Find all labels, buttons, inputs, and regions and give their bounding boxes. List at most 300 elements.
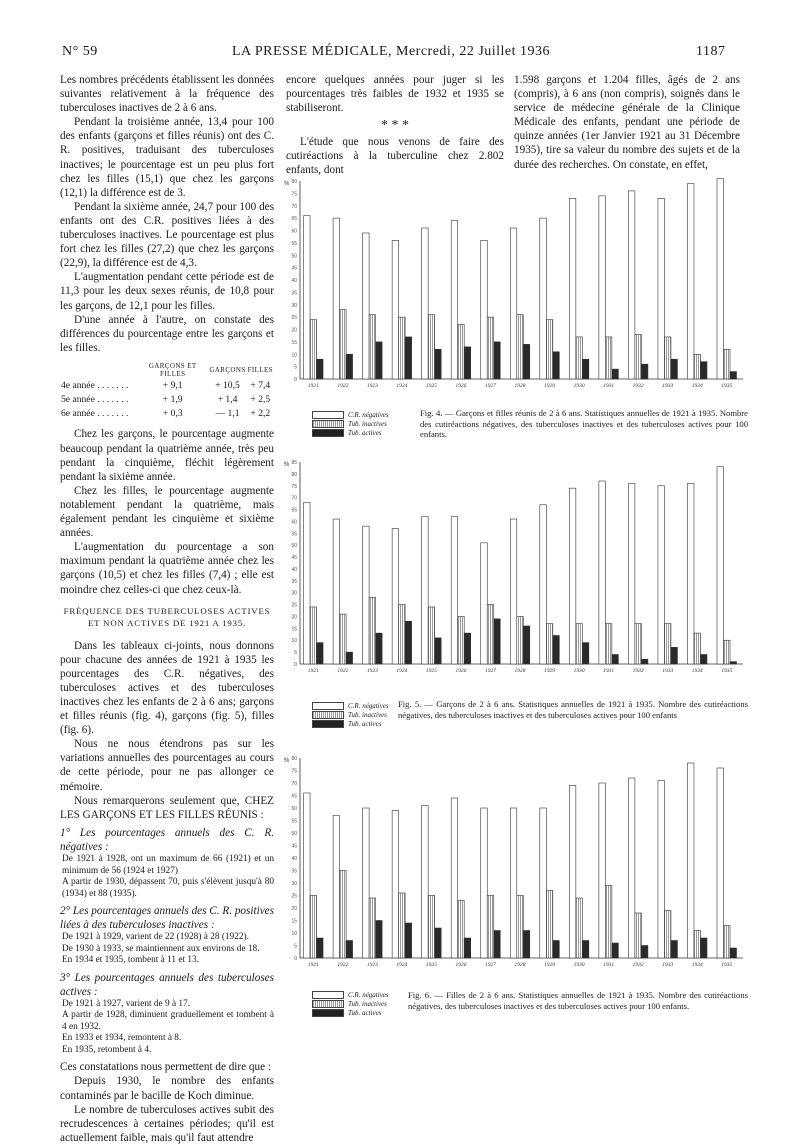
bar-negatives: [481, 543, 487, 664]
x-tick-label: 1922: [337, 962, 349, 968]
y-tick-label: 40: [291, 856, 297, 862]
bar-negatives: [392, 240, 398, 379]
bar-actives: [435, 638, 441, 664]
bar-negatives: [717, 467, 723, 664]
y-tick-label: 0: [294, 956, 297, 962]
y-tick-label: 50: [291, 253, 297, 260]
x-tick-label: 1932: [632, 668, 644, 674]
bar-actives: [435, 928, 441, 958]
y-tick-label: 65: [291, 507, 297, 514]
y-tick-label: 50: [291, 543, 297, 550]
y-tick-label: 5: [294, 943, 297, 950]
bar-negatives: [628, 778, 634, 958]
x-tick-label: 1925: [425, 668, 437, 674]
bar-inactives: [546, 624, 552, 664]
bar-negatives: [599, 481, 605, 664]
bar-inactives: [310, 607, 316, 664]
item-line: A partir de 1930, dépassent 70, puis s'élèvent jusqu'à 80 (1934) et 88 (1935).: [62, 877, 274, 899]
y-axis-label: %: [284, 181, 290, 187]
bar-inactives: [340, 871, 346, 959]
bar-actives: [464, 347, 470, 379]
x-tick-label: 1921: [307, 383, 319, 389]
paragraph: Dans les tableaux ci-joints, nous donnons pour chacune des années de 1921 à 1935 les pourcentages des C.R. négatives, des tuberculoses actives et des tuberculoses inactives chez les enfants de 2 à 6 ans; garçons et filles réunis (fig. 4), garçons (fig. 5), filles (fig. 6).: [60, 639, 274, 737]
y-tick-label: 65: [291, 216, 297, 223]
y-tick-label: 75: [291, 483, 297, 490]
x-tick-label: 1924: [396, 668, 408, 674]
bar-negatives: [304, 216, 310, 379]
bar-actives: [700, 362, 706, 379]
bar-inactives: [428, 315, 434, 379]
figure-4-legend: [312, 410, 389, 437]
y-tick-label: 60: [291, 228, 297, 235]
item-heading: 2° Les pourcentages annuels des C. R. positives liées à des tuberculoses inactives :: [60, 905, 274, 932]
bar-actives: [405, 337, 411, 379]
paragraph: Pendant la troisième année, 13,4 pour 100 des enfants (garçons et filles réunis) ont des C. R. positives, traduisant des tuberculoses inactives; le pourcentage est un peu plus fort chez les filles (15,1) que chez les garçons (12,1) la différence est de 3.: [60, 116, 274, 199]
x-tick-label: 1921: [307, 668, 319, 674]
bar-negatives: [510, 228, 516, 379]
bar-inactives: [605, 886, 611, 959]
bar-negatives: [599, 783, 605, 958]
y-tick-label: 55: [291, 531, 297, 538]
table-cell: + 0,3: [162, 408, 183, 420]
y-tick-label: 25: [291, 602, 297, 609]
bar-negatives: [422, 517, 428, 664]
y-tick-label: 35: [291, 868, 297, 875]
x-tick-label: 1933: [662, 962, 674, 968]
bar-negatives: [481, 240, 487, 379]
bar-actives: [612, 943, 618, 958]
bar-actives: [700, 654, 706, 664]
y-tick-label: 20: [291, 906, 297, 912]
y-tick-label: 30: [291, 590, 297, 597]
bar-negatives: [422, 228, 428, 379]
y-tick-label: 45: [291, 843, 297, 850]
x-tick-label: 1928: [514, 383, 526, 389]
x-tick-label: 1926: [455, 668, 467, 674]
bar-negatives: [363, 233, 369, 379]
bar-negatives: [717, 179, 723, 379]
paragraph: D'une année à l'autre, on constate des différences du pourcentage entre les garçons et les filles.: [60, 313, 274, 354]
item-line: De 1930 à 1933, se maintiennent aux environs de 18.: [62, 943, 260, 954]
figure-5-caption: Fig. 5. — Garçons de 2 à 6 ans. Statistiques annuelles de 1921 à 1935. Nombre des cutiréactions négatives, des tuberculoses inactives et des tuberculoses actives pour 100 enfants: [398, 699, 748, 720]
journal-name: LA PRESSE MÉDICALE,: [232, 44, 393, 59]
figure-5-chart: [282, 456, 747, 682]
y-tick-label: 0: [294, 662, 297, 668]
x-tick-label: 1925: [425, 383, 437, 389]
table-cell: + 2,5: [250, 394, 271, 406]
item-line: En 1935, retombent à 4.: [62, 1044, 152, 1055]
bar-actives: [317, 643, 323, 664]
bar-negatives: [422, 806, 428, 959]
bar-actives: [405, 923, 411, 958]
x-tick-label: 1933: [662, 668, 674, 674]
table-header: GARÇONS ET FILLES: [148, 361, 197, 378]
bar-actives: [641, 659, 647, 664]
bar-actives: [405, 621, 411, 664]
bar-negatives: [540, 218, 546, 379]
bar-actives: [553, 941, 559, 959]
bar-negatives: [717, 768, 723, 958]
bar-actives: [671, 647, 677, 664]
item-heading: 1° Les pourcentages annuels des C. R. négatives :: [60, 826, 274, 853]
bar-negatives: [569, 488, 575, 664]
bar-negatives: [540, 808, 546, 958]
paragraph: Depuis 1930, le nombre des enfants contaminés par le bacille de Koch diminue.: [60, 1075, 274, 1102]
x-tick-label: 1924: [396, 962, 408, 968]
x-tick-label: 1926: [455, 383, 467, 389]
row-label: 6e année . . . . . . .: [61, 408, 129, 420]
y-tick-label: 45: [291, 265, 297, 272]
table-row: [60, 407, 274, 421]
bar-inactives: [310, 320, 316, 379]
bar-actives: [730, 948, 736, 958]
bar-actives: [494, 931, 500, 959]
bar-negatives: [599, 196, 605, 379]
bar-actives: [523, 931, 529, 959]
bar-actives: [523, 626, 529, 664]
y-tick-label: 70: [291, 495, 297, 502]
y-tick-label: 70: [291, 203, 297, 210]
bar-negatives: [392, 811, 398, 959]
x-tick-label: 1931: [603, 383, 615, 389]
item-line: De 1921 à 1927, varient de 9 à 17.: [62, 998, 191, 1009]
issue-date: Mercredi, 22 Juillet 1936: [396, 44, 551, 59]
bar-actives: [376, 921, 382, 959]
legend-label: Tub. inactives: [348, 419, 387, 428]
x-tick-label: 1931: [603, 668, 615, 674]
bar-actives: [582, 941, 588, 959]
bar-negatives: [658, 781, 664, 959]
x-tick-label: 1934: [691, 962, 703, 968]
bar-inactives: [399, 317, 405, 379]
difference-table: [60, 361, 274, 422]
bar-actives: [582, 359, 588, 379]
y-tick-label: 75: [291, 768, 297, 775]
bar-inactives: [694, 633, 700, 664]
page-number: 1187: [696, 44, 726, 59]
bar-negatives: [481, 808, 487, 958]
x-tick-label: 1935: [721, 962, 733, 968]
bar-negatives: [304, 502, 310, 664]
paragraph: L'étude que nous venons de faire des cutiréactions à la tuberculine chez 2.802 enfants, dont: [286, 136, 504, 177]
x-tick-label: 1929: [544, 962, 556, 968]
y-tick-label: 75: [291, 191, 297, 198]
bar-negatives: [333, 519, 339, 664]
table-row: [60, 379, 274, 393]
paragraph: Ces constatations nous permettent de dire que :: [60, 1061, 271, 1074]
bar-inactives: [428, 896, 434, 959]
bar-inactives: [546, 891, 552, 959]
bar-inactives: [517, 315, 523, 379]
bar-inactives: [635, 334, 641, 379]
bar-actives: [346, 652, 352, 664]
x-tick-label: 1927: [484, 962, 496, 968]
bar-negatives: [451, 221, 457, 379]
column-right: [514, 73, 740, 172]
y-tick-label: 35: [291, 290, 297, 297]
y-tick-label: 65: [291, 793, 297, 800]
legend-label: C.R. négatives: [348, 410, 389, 419]
x-tick-label: 1935: [721, 383, 733, 389]
y-tick-label: 10: [291, 931, 297, 937]
y-tick-label: 10: [291, 352, 297, 359]
x-tick-label: 1923: [366, 668, 378, 674]
bar-negatives: [569, 786, 575, 959]
y-tick-label: 5: [294, 650, 297, 657]
bar-inactives: [517, 896, 523, 959]
bar-inactives: [694, 354, 700, 379]
table-header: GARÇONS: [209, 365, 246, 374]
bar-negatives: [363, 808, 369, 958]
x-tick-label: 1922: [337, 668, 349, 674]
bar-inactives: [369, 597, 375, 664]
paragraph: Les nombres précédents établissent les données suivantes relativement à la fréquence des tuberculoses inactives de 2 à 6 ans.: [60, 74, 274, 115]
bar-inactives: [664, 337, 670, 379]
y-tick-label: 80: [291, 471, 297, 478]
bar-actives: [523, 344, 529, 379]
bar-negatives: [687, 183, 693, 379]
bar-inactives: [724, 640, 730, 664]
figure-6-caption: Fig. 6. — Filles de 2 à 6 ans. Statistiques annuelles de 1921 à 1935. Nombre des cutiréactions négatives, des tuberculoses inactives et des tuberculoses actives pour 100 enfants.: [408, 990, 748, 1011]
bar-inactives: [310, 896, 316, 959]
bar-inactives: [517, 616, 523, 664]
y-tick-label: 25: [291, 893, 297, 900]
item-heading: 3° Les pourcentages annuels des tuberculoses actives :: [60, 971, 274, 998]
legend-label: C.R. négatives: [348, 701, 389, 710]
paragraph: Chez les filles, le pourcentage augmente notablement pendant la quatrième, mais également pendant les cinquième et sixième années.: [60, 484, 274, 540]
item-line: De 1921 à 1929, varient de 22 (1928) à 28 (1922).: [62, 932, 249, 943]
item-line: De 1921 à 1928, ont un maximum de 66 (1921) et un minimum de 56 (1924 et 1927): [62, 854, 274, 876]
y-tick-label: 40: [291, 566, 297, 573]
bar-inactives: [487, 317, 493, 379]
bar-actives: [346, 354, 352, 379]
bar-actives: [730, 372, 736, 379]
bar-inactives: [694, 931, 700, 959]
bar-inactives: [724, 349, 730, 379]
bar-actives: [317, 938, 323, 958]
figure-5-legend: [312, 701, 389, 728]
legend-label: Tub. actives: [348, 719, 382, 728]
y-tick-label: 80: [291, 756, 297, 762]
bar-inactives: [428, 607, 434, 664]
legend-label: Tub. actives: [348, 428, 382, 437]
bar-actives: [494, 619, 500, 664]
bar-inactives: [546, 320, 552, 379]
paragraph: 1.598 garçons et 1.204 filles, âgés de 2 ans (compris), à 6 ans (non compris), soignés dans le service de médecine générale de la Clinique Médicale des enfants, pendant une période de quinze années (1er Janvier 1921 au 31 Décembre 1935), tire sa valeur du nombre des sujets et de la durée des recherches. On constate, en effet,: [514, 74, 740, 171]
bar-inactives: [458, 325, 464, 379]
bar-actives: [553, 352, 559, 379]
column-middle: [286, 73, 504, 178]
bar-actives: [641, 364, 647, 379]
bar-actives: [464, 938, 470, 958]
bar-negatives: [569, 198, 575, 379]
table-cell: + 2,2: [250, 408, 271, 420]
bar-negatives: [628, 191, 634, 379]
y-axis-label: %: [284, 758, 290, 764]
bar-inactives: [635, 624, 641, 664]
y-tick-label: 20: [291, 327, 297, 334]
y-tick-label: 30: [291, 881, 297, 887]
bar-inactives: [724, 926, 730, 959]
bar-negatives: [451, 798, 457, 958]
row-label: 5e année . . . . . . .: [61, 394, 129, 406]
bar-inactives: [635, 913, 641, 958]
table-row: [60, 393, 274, 407]
x-tick-label: 1927: [484, 383, 496, 389]
item-line: En 1933 et 1934, remontent à 8.: [62, 1033, 182, 1044]
bar-actives: [494, 342, 500, 379]
legend-label: Tub. actives: [348, 1008, 382, 1017]
x-tick-label: 1928: [514, 668, 526, 674]
bar-actives: [376, 342, 382, 379]
paragraph: Nous ne nous étendrons pas sur les variations annuelles des pourcentages au cours de cette période, pour ne pas allonger ce mémoire.: [60, 738, 274, 793]
x-tick-label: 1922: [337, 383, 349, 389]
bar-inactives: [399, 893, 405, 958]
paragraph: Chez les garçons, le pourcentage augmente beaucoup pendant la quatrième année, très peu pendant la cinquième, fléchit légèrement pendant la sixième année.: [60, 428, 274, 483]
bar-negatives: [510, 808, 516, 958]
bar-negatives: [304, 793, 310, 958]
bar-negatives: [333, 218, 339, 379]
bar-inactives: [340, 614, 346, 664]
bar-inactives: [664, 911, 670, 959]
bar-inactives: [487, 896, 493, 959]
bar-actives: [730, 662, 736, 664]
bar-actives: [376, 633, 382, 664]
bar-negatives: [363, 526, 369, 664]
bar-inactives: [576, 898, 582, 958]
x-tick-label: 1932: [632, 962, 644, 968]
y-tick-label: 15: [291, 626, 297, 633]
y-tick-label: 55: [291, 240, 297, 247]
bar-actives: [700, 938, 706, 958]
y-tick-label: 85: [291, 460, 297, 466]
bar-inactives: [605, 624, 611, 664]
y-axis-label: %: [284, 462, 290, 468]
table-cell: + 1,9: [162, 394, 183, 406]
y-tick-label: 70: [291, 781, 297, 787]
bar-negatives: [392, 529, 398, 664]
x-tick-label: 1931: [603, 962, 615, 968]
y-tick-label: 10: [291, 638, 297, 645]
x-tick-label: 1921: [307, 962, 319, 968]
y-tick-label: 15: [291, 918, 297, 925]
table-cell: + 9,1: [162, 379, 183, 391]
y-tick-label: 40: [291, 278, 297, 284]
bar-inactives: [340, 310, 346, 379]
x-tick-label: 1934: [691, 668, 703, 674]
bar-actives: [612, 369, 618, 379]
bar-negatives: [658, 198, 664, 379]
bar-negatives: [510, 519, 516, 664]
row-label: 4e année . . . . . . .: [61, 379, 129, 391]
x-tick-label: 1934: [691, 383, 703, 389]
section-title: FRÉQUENCE DES TUBERCULOSES ACTIVES ET NON ACTIVES DE 1921 A 1935.: [63, 605, 271, 628]
bar-negatives: [658, 486, 664, 664]
bar-negatives: [628, 483, 634, 664]
x-tick-label: 1935: [721, 668, 733, 674]
x-tick-label: 1927: [484, 668, 496, 674]
journal-title: [232, 44, 550, 60]
table-cell: + 1,4: [217, 394, 238, 406]
figure-4-chart: [282, 175, 747, 397]
y-tick-label: 0: [294, 377, 297, 383]
x-tick-label: 1930: [573, 383, 585, 389]
bar-actives: [671, 941, 677, 959]
issue-number: N° 59: [62, 44, 98, 59]
table-cell: + 7,4: [250, 379, 271, 391]
figure-6-legend: [312, 990, 389, 1017]
x-tick-label: 1924: [396, 383, 408, 389]
bar-actives: [464, 633, 470, 664]
legend-label: Tub. inactives: [348, 710, 387, 719]
bar-inactives: [605, 337, 611, 379]
x-tick-label: 1929: [544, 668, 556, 674]
bar-actives: [553, 635, 559, 664]
y-tick-label: 20: [291, 614, 297, 621]
bar-inactives: [664, 624, 670, 664]
column-left: [60, 73, 274, 1145]
y-tick-label: 80: [291, 179, 297, 185]
y-tick-label: 55: [291, 818, 297, 825]
x-tick-label: 1930: [573, 668, 585, 674]
y-tick-label: 60: [291, 519, 297, 526]
paragraph: L'augmentation du pourcentage a son maximum pendant la quatrième année chez les garçons (10,5) et chez les filles (7,4) ; elle est moindre chez celles-ci que chez ceux-là.: [60, 541, 274, 596]
item-line: En 1934 et 1935, tombent à 11 et 13.: [62, 955, 200, 966]
table-header: FILLES: [247, 365, 273, 374]
bar-inactives: [487, 605, 493, 664]
bar-inactives: [458, 901, 464, 959]
y-tick-label: 35: [291, 578, 297, 585]
bar-negatives: [687, 483, 693, 664]
table-cell: — 1,1: [215, 408, 240, 420]
paragraph: L'augmentation pendant cette période est de 11,3 pour les deux sexes réunis, de 10,8 pour les garçons, de 12,1 pour les filles.: [60, 271, 274, 312]
paragraph: Le nombre de tuberculoses actives subit des recrudescences à certaines périodes; qu'il est actuellement faible, mais qu'il faut attendre: [60, 1103, 274, 1144]
bar-actives: [346, 941, 352, 959]
bar-inactives: [369, 898, 375, 958]
y-tick-label: 30: [291, 302, 297, 309]
x-tick-label: 1926: [455, 962, 467, 968]
y-tick-label: 60: [291, 806, 297, 812]
figure-4-caption: Fig. 4. — Garçons et filles réunis de 2 à 6 ans. Statistiques annuelles de 1921 à 1935. Nombre des cutiréactions négatives, des tuberculoses inactives et des tuberculoses actives pour 100 enfants.: [420, 408, 748, 440]
bar-inactives: [458, 616, 464, 664]
y-tick-label: 15: [291, 339, 297, 346]
bar-negatives: [451, 517, 457, 664]
bar-actives: [641, 946, 647, 959]
x-tick-label: 1923: [366, 383, 378, 389]
bar-actives: [582, 643, 588, 664]
bar-actives: [435, 349, 441, 379]
bar-negatives: [540, 505, 546, 664]
bar-inactives: [576, 624, 582, 664]
y-tick-label: 5: [294, 364, 297, 371]
figure-6-chart: [282, 752, 747, 976]
y-tick-label: 50: [291, 831, 297, 837]
legend-label: C.R. négatives: [348, 990, 389, 999]
paragraph: Pendant la sixième année, 24,7 pour 100 des enfants ont des C.R. positives liées à des tuberculoses inactives. Le pourcentage est plus fort chez les filles (27,2) que chez les garçons (22,9), la différence est de 4,3.: [60, 200, 274, 270]
x-tick-label: 1925: [425, 962, 437, 968]
paragraph: Nous remarquerons seulement que, CHEZ LES GARÇONS ET LES FILLES RÉUNIS :: [60, 794, 274, 821]
x-tick-label: 1929: [544, 383, 556, 389]
legend-label: Tub. inactives: [348, 999, 387, 1008]
y-tick-label: 45: [291, 555, 297, 562]
x-tick-label: 1932: [632, 383, 644, 389]
y-tick-label: 25: [291, 315, 297, 322]
bar-inactives: [399, 605, 405, 664]
table-cell: + 10,5: [215, 379, 240, 391]
bar-inactives: [369, 315, 375, 379]
x-tick-label: 1930: [573, 962, 585, 968]
bar-actives: [671, 359, 677, 379]
